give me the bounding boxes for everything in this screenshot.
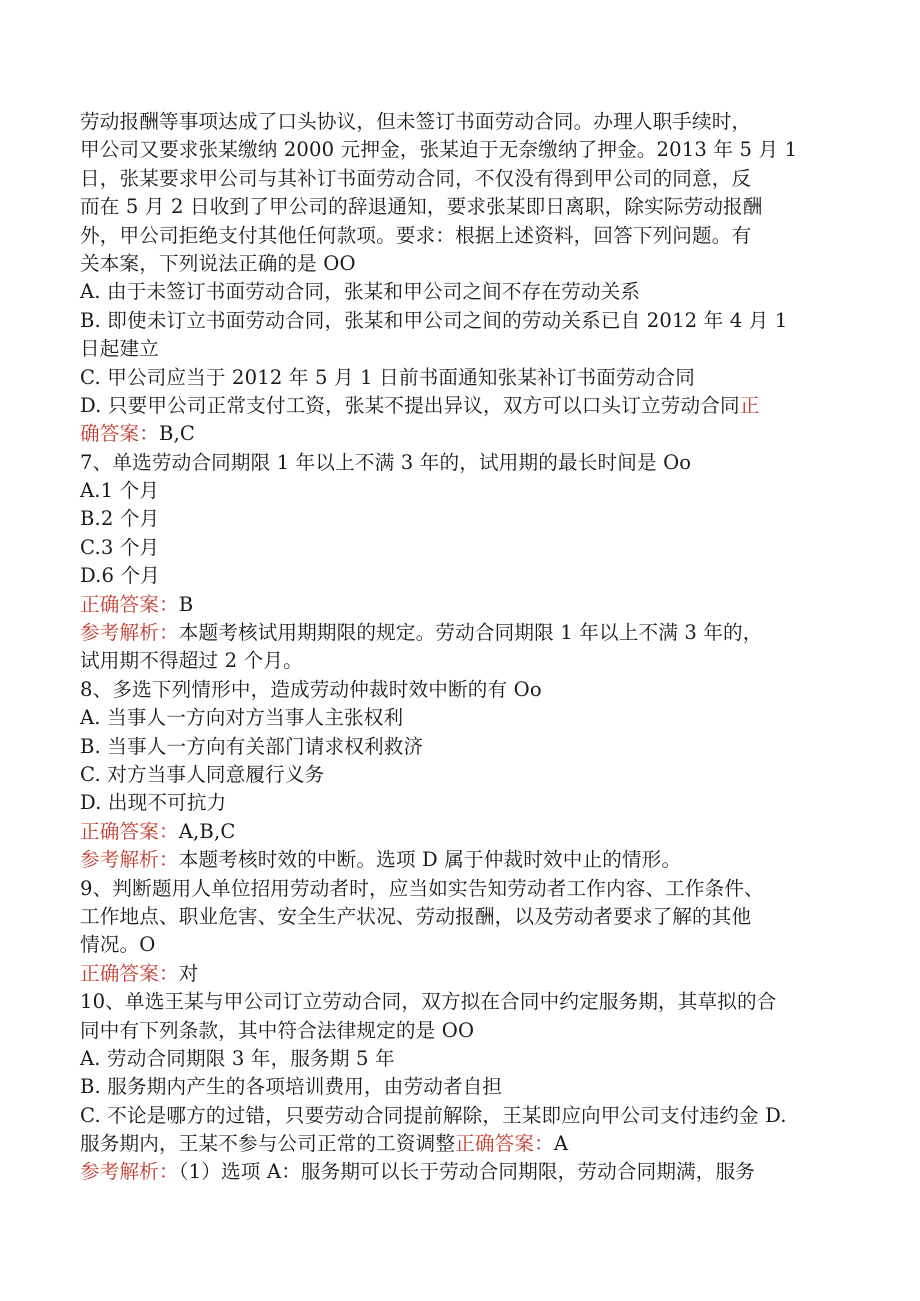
answer-label: 正确答案：	[80, 819, 179, 843]
text-segment: 服务期内，王某不参与公司正常的工资调整	[80, 1132, 456, 1156]
text-segment: 工作地点、职业危害、安全生产状况、劳动报酬，以及劳动者要求了解的其他	[80, 904, 752, 928]
answer-label: 正	[739, 393, 760, 417]
text-segment: 本题考核试用期期限的规定。劳动合同期限 1 年以上不满 3 年的，	[178, 621, 763, 645]
text-segment: A	[553, 1132, 569, 1156]
text-line	[80, 818, 840, 846]
text-segment: 9、判断题用人单位招用劳动者时，应当如实告知劳动者工作内容、工作条件、	[80, 876, 764, 900]
text-line	[80, 222, 840, 250]
text-segment: D. 只要甲公司正常支付工资，张某不提出异议，双方可以口头订立劳动合同	[80, 393, 740, 417]
text-segment: 日起建立	[80, 337, 159, 361]
text-segment: （1）选项 A：服务期可以长于劳动合同期限，劳动合同期满，服务	[178, 1160, 756, 1184]
text-segment: C. 对方当事人同意履行义务	[80, 762, 325, 786]
text-segment: 甲公司又要求张某缴纳 2000 元押金，张某迫于无奈缴纳了押金。2013 年 5 月 1	[80, 138, 798, 162]
text-segment: 8、多选下列情形中，造成劳动仲裁时效中断的有 Oo	[80, 677, 542, 701]
text-segment: D.6 个月	[80, 564, 161, 588]
text-segment: B	[178, 592, 194, 616]
text-line	[80, 364, 840, 392]
text-segment: A,B,C	[178, 819, 236, 843]
text-segment: 外，甲公司拒绝支付其他任何款项。要求：根据上述资料，回答下列问题。有	[80, 223, 752, 247]
answer-label: 确答案：	[80, 422, 159, 446]
text-line	[80, 477, 840, 505]
text-line	[80, 591, 840, 619]
text-line	[80, 136, 840, 164]
text-line	[80, 619, 840, 647]
text-line	[80, 733, 840, 761]
text-segment: D. 出现不可抗力	[80, 791, 227, 815]
text-segment: B. 当事人一方向有关部门请求权利救济	[80, 734, 424, 758]
answer-label: 正确答案：	[455, 1132, 554, 1156]
text-line	[80, 250, 840, 278]
text-segment: 同中有下列条款，其中符合法律规定的是 OO	[80, 1018, 475, 1042]
text-segment: B,C	[158, 422, 196, 446]
text-line	[80, 1130, 840, 1158]
text-line	[80, 988, 840, 1016]
text-segment: 日，张某要求甲公司与其补订书面劳动合同，不仅没有得到甲公司的同意，反	[80, 166, 752, 190]
text-segment: 10、单选王某与甲公司订立劳动合同，双方拟在合同中约定服务期，其草拟的合	[80, 990, 777, 1014]
text-line	[80, 960, 840, 988]
text-line	[80, 193, 840, 221]
text-line	[80, 676, 840, 704]
text-segment: A.1 个月	[80, 479, 160, 503]
text-line	[80, 875, 840, 903]
text-segment: A. 由于未签订书面劳动合同，张某和甲公司之间不存在劳动关系	[80, 280, 641, 304]
text-segment: 关本案，下列说法正确的是 OO	[80, 251, 356, 275]
text-line	[80, 534, 840, 562]
text-line	[80, 307, 840, 335]
text-segment: 而在 5 月 2 日收到了甲公司的辞退通知，要求张某即日离职，除实际劳动报酬	[80, 195, 763, 219]
text-line	[80, 1045, 840, 1073]
text-line	[80, 278, 840, 306]
text-line	[80, 392, 840, 420]
text-segment: 劳动报酬等事项达成了口头协议，但未签订书面劳动合同。办理人职手续时，	[80, 110, 752, 133]
answer-label: 参考解析：	[80, 848, 179, 872]
text-line	[80, 1073, 840, 1101]
text-line	[80, 1017, 840, 1045]
text-line	[80, 108, 840, 136]
text-segment: 对	[178, 961, 199, 985]
text-segment: 情况。O	[80, 933, 156, 957]
text-segment: B. 服务期内产生的各项培训费用，由劳动者自担	[80, 1075, 503, 1099]
text-line	[80, 931, 840, 959]
text-line	[80, 1158, 840, 1186]
text-segment: C. 甲公司应当于 2012 年 5 月 1 日前书面通知张某补订书面劳动合同	[80, 365, 696, 389]
text-line	[80, 704, 840, 732]
text-segment: A. 劳动合同期限 3 年，服务期 5 年	[80, 1046, 395, 1070]
text-line	[80, 789, 840, 817]
text-segment: C.3 个月	[80, 535, 160, 559]
text-line	[80, 1102, 840, 1130]
text-segment: 试用期不得超过 2 个月。	[80, 649, 303, 673]
text-segment: 7、单选劳动合同期限 1 年以上不满 3 年的，试用期的最长时间是 Oo	[80, 450, 692, 474]
text-line	[80, 420, 840, 448]
text-line	[80, 903, 840, 931]
text-line	[80, 562, 840, 590]
answer-label: 正确答案：	[80, 961, 179, 985]
text-line	[80, 761, 840, 789]
answer-label: 参考解析：	[80, 621, 179, 645]
text-segment: C. 不论是哪方的过错，只要劳动合同提前解除，王某即应向甲公司支付违约金 D.	[80, 1103, 787, 1127]
answer-label: 参考解析：	[80, 1160, 179, 1184]
answer-label: 正确答案：	[80, 592, 179, 616]
text-segment: A. 当事人一方向对方当事人主张权利	[80, 706, 404, 730]
text-line	[80, 165, 840, 193]
text-line	[80, 505, 840, 533]
text-line	[80, 846, 840, 874]
text-segment: B.2 个月	[80, 507, 160, 531]
text-segment: B. 即使未订立书面劳动合同，张某和甲公司之间的劳动关系已自 2012 年 4 月 1	[80, 308, 788, 332]
text-line	[80, 335, 840, 363]
document-body	[80, 108, 840, 1187]
text-line	[80, 647, 840, 675]
text-segment: 本题考核时效的中断。选项 D 属于仲裁时效中止的情形。	[178, 848, 682, 872]
text-line	[80, 449, 840, 477]
